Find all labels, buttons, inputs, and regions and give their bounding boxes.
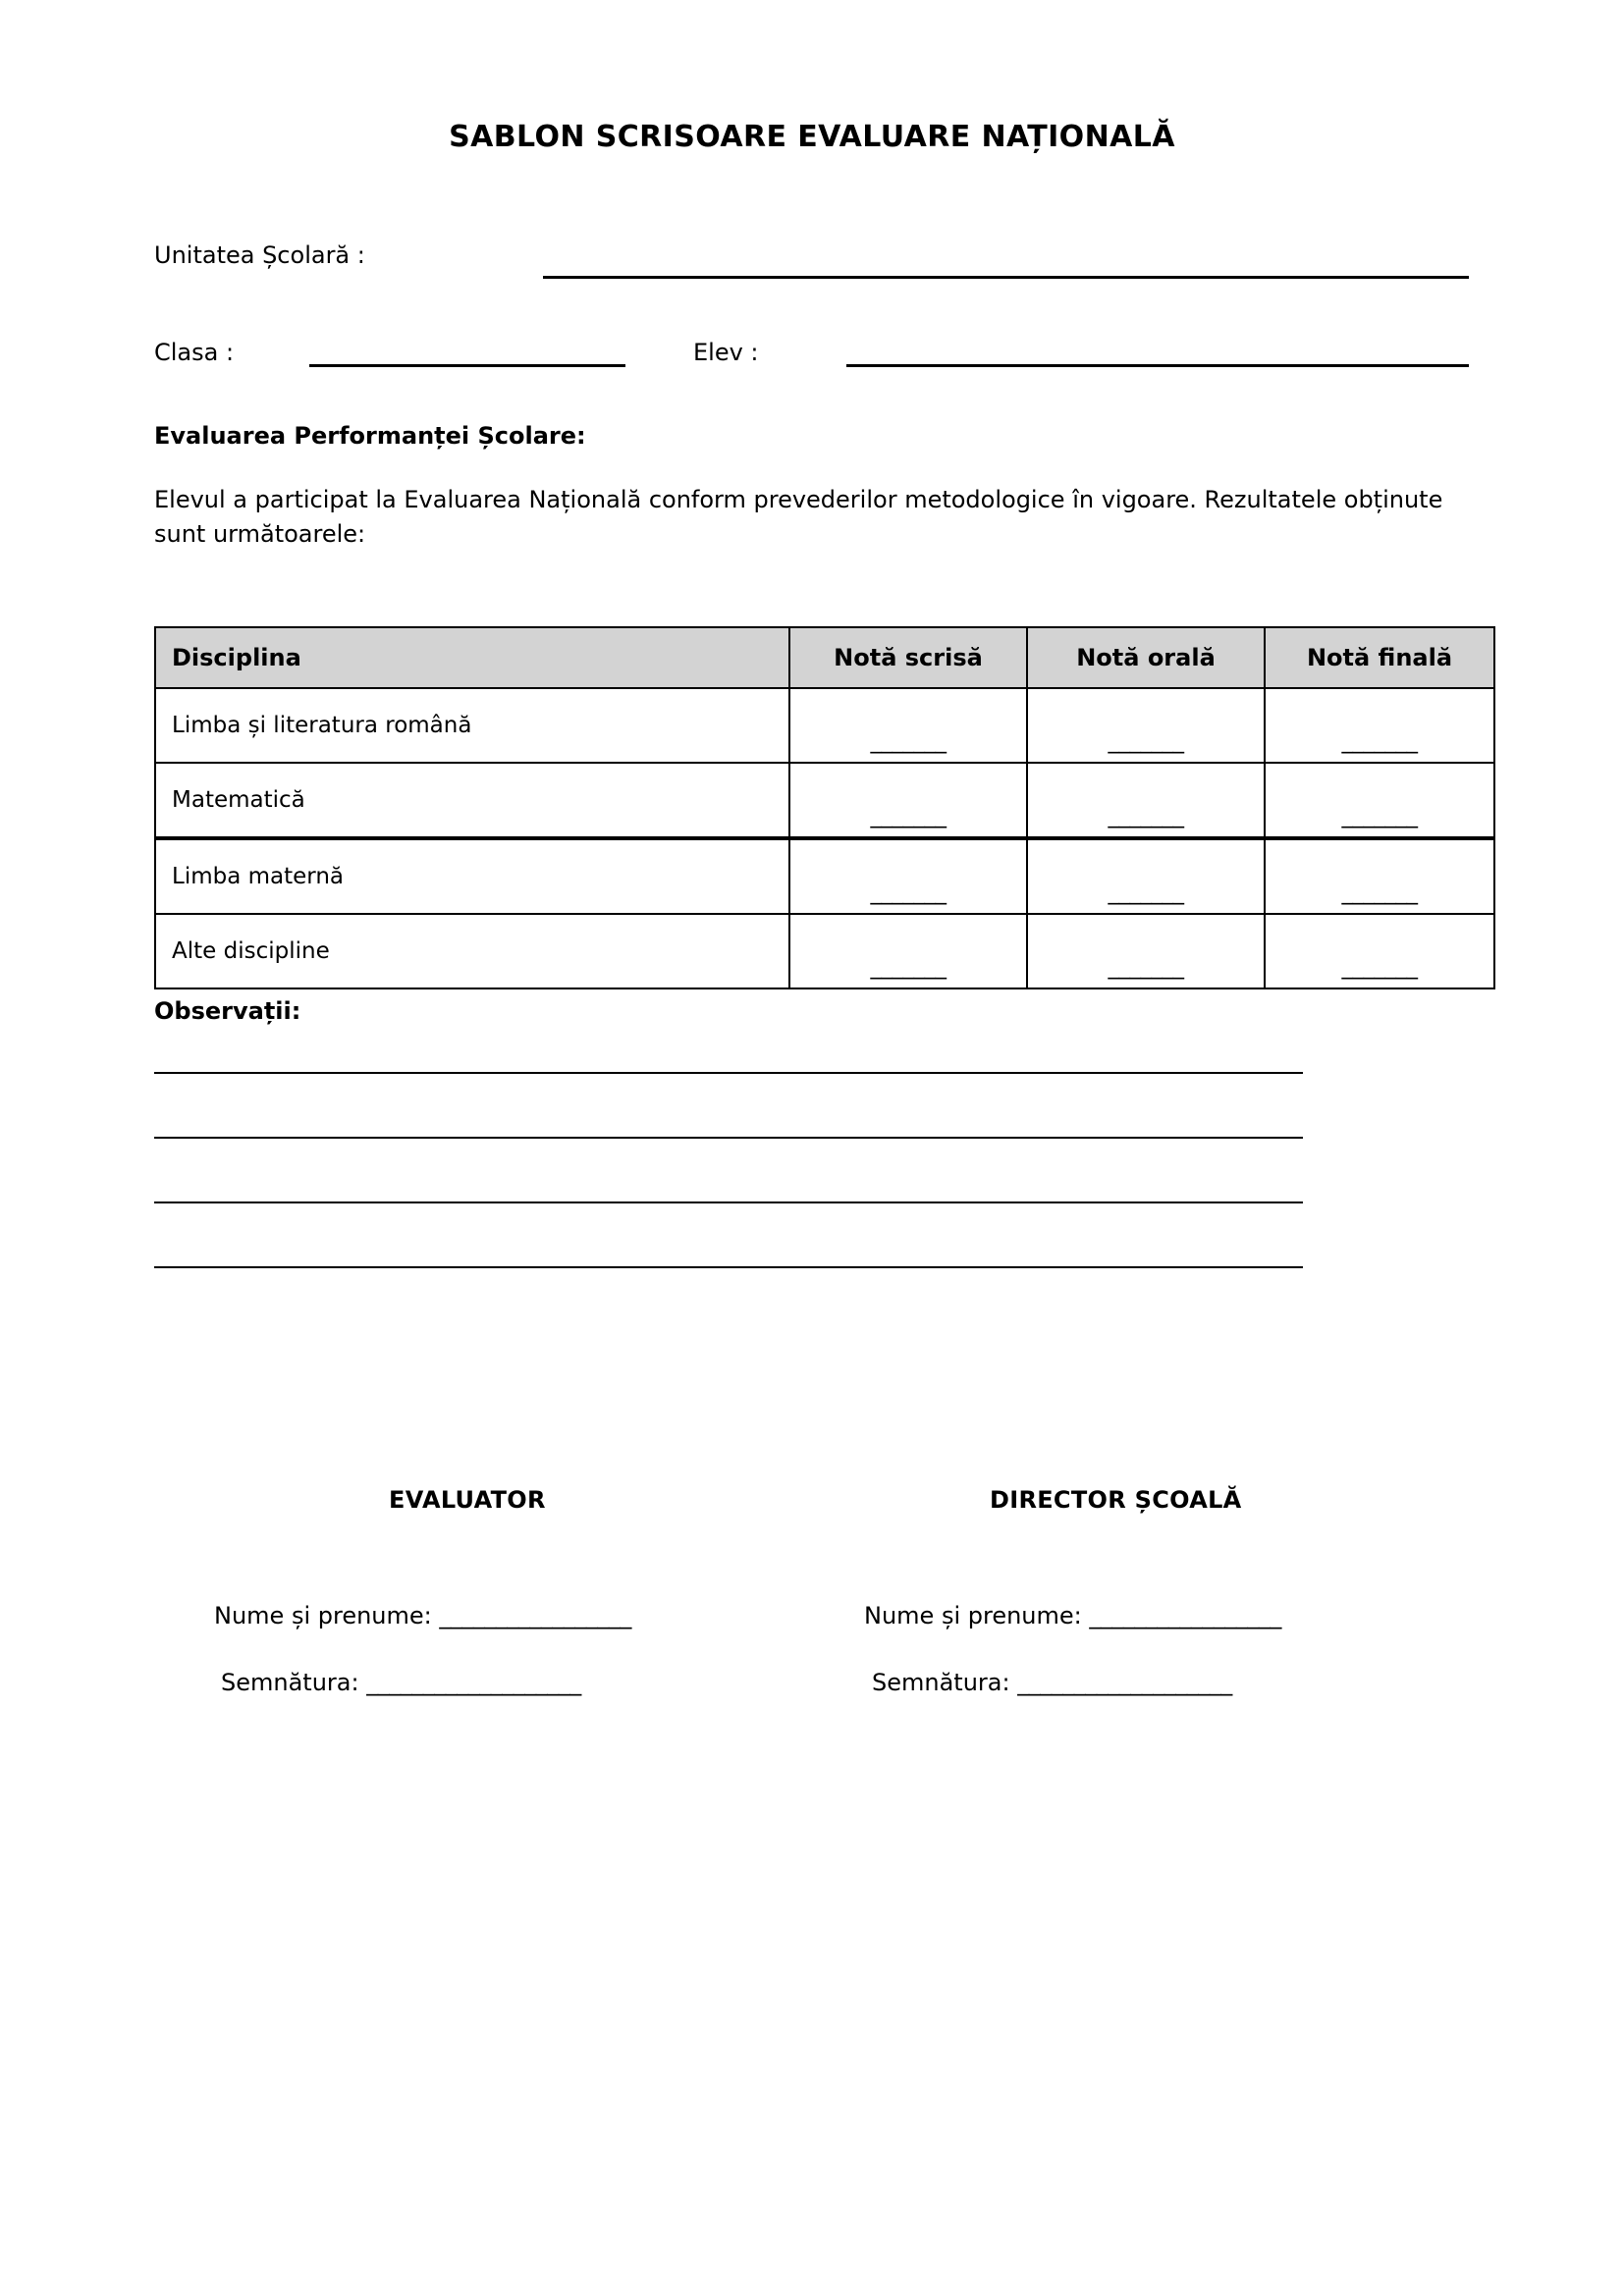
cell-disciplina: Alte discipline xyxy=(155,914,789,988)
unitatea-scolara-input[interactable] xyxy=(543,276,1469,279)
elev-label: Elev : xyxy=(693,339,759,366)
evaluator-signature-label: Semnătura: xyxy=(221,1669,359,1696)
evaluare-section-heading: Evaluarea Performanței Școlare: xyxy=(154,422,586,450)
cell-disciplina: Limba maternă xyxy=(155,838,789,914)
column-header-disciplina: Disciplina xyxy=(155,627,789,688)
cell-nota-scrisa[interactable]: _______ xyxy=(789,688,1027,763)
observatii-heading: Observații: xyxy=(154,997,301,1025)
column-header-nota-finala: Notă finală xyxy=(1265,627,1494,688)
page-title: SABLON SCRISOARE EVALUARE NAȚIONALĂ xyxy=(449,120,1175,154)
observatii-line-3[interactable] xyxy=(154,1201,1303,1203)
evaluator-name-row xyxy=(214,1602,631,1629)
grade-table xyxy=(154,626,1495,989)
cell-nota-orala[interactable]: _______ xyxy=(1027,688,1265,763)
observatii-line-2[interactable] xyxy=(154,1137,1303,1139)
table-row xyxy=(155,914,1494,988)
table-row xyxy=(155,838,1494,914)
clasa-label: Clasa : xyxy=(154,339,235,366)
column-header-nota-orala: Notă orală xyxy=(1027,627,1265,688)
cell-nota-finala[interactable]: _______ xyxy=(1265,763,1494,838)
unitatea-scolara-label: Unitatea Școlară : xyxy=(154,241,365,269)
director-name-row xyxy=(864,1602,1281,1629)
cell-nota-orala[interactable]: _______ xyxy=(1027,914,1265,988)
observatii-line-4[interactable] xyxy=(154,1266,1303,1268)
director-name-input[interactable]: _________________ xyxy=(1089,1602,1281,1629)
column-header-nota-scrisa: Notă scrisă xyxy=(789,627,1027,688)
cell-disciplina: Matematică xyxy=(155,763,789,838)
table-header-row xyxy=(155,627,1494,688)
director-signature-row xyxy=(872,1669,1232,1696)
evaluator-signature-row xyxy=(221,1669,581,1696)
cell-nota-finala[interactable]: _______ xyxy=(1265,838,1494,914)
cell-nota-orala[interactable]: _______ xyxy=(1027,838,1265,914)
cell-nota-scrisa[interactable]: _______ xyxy=(789,763,1027,838)
director-signature-input[interactable]: ___________________ xyxy=(1017,1669,1232,1696)
clasa-input[interactable] xyxy=(309,364,625,367)
evaluator-name-label: Nume și prenume: xyxy=(214,1602,432,1629)
table-row xyxy=(155,688,1494,763)
table-row xyxy=(155,763,1494,838)
cell-nota-finala[interactable]: _______ xyxy=(1265,688,1494,763)
signature-title-evaluator: EVALUATOR xyxy=(389,1486,546,1514)
evaluare-section-paragraph: Elevul a participat la Evaluarea Națională conform prevederilor metodologice în vigoare. Rezultatele obținute sunt următoarele: xyxy=(154,486,1443,548)
cell-disciplina: Limba și literatura română xyxy=(155,688,789,763)
cell-nota-scrisa[interactable]: _______ xyxy=(789,838,1027,914)
director-signature-label: Semnătura: xyxy=(872,1669,1010,1696)
director-name-label: Nume și prenume: xyxy=(864,1602,1082,1629)
signature-title-director: DIRECTOR ȘCOALĂ xyxy=(990,1486,1242,1514)
elev-input[interactable] xyxy=(846,364,1469,367)
cell-nota-finala[interactable]: _______ xyxy=(1265,914,1494,988)
cell-nota-scrisa[interactable]: _______ xyxy=(789,914,1027,988)
evaluator-signature-input[interactable]: ___________________ xyxy=(366,1669,581,1696)
evaluator-name-input[interactable]: _________________ xyxy=(439,1602,631,1629)
cell-nota-orala[interactable]: _______ xyxy=(1027,763,1265,838)
observatii-line-1[interactable] xyxy=(154,1072,1303,1074)
